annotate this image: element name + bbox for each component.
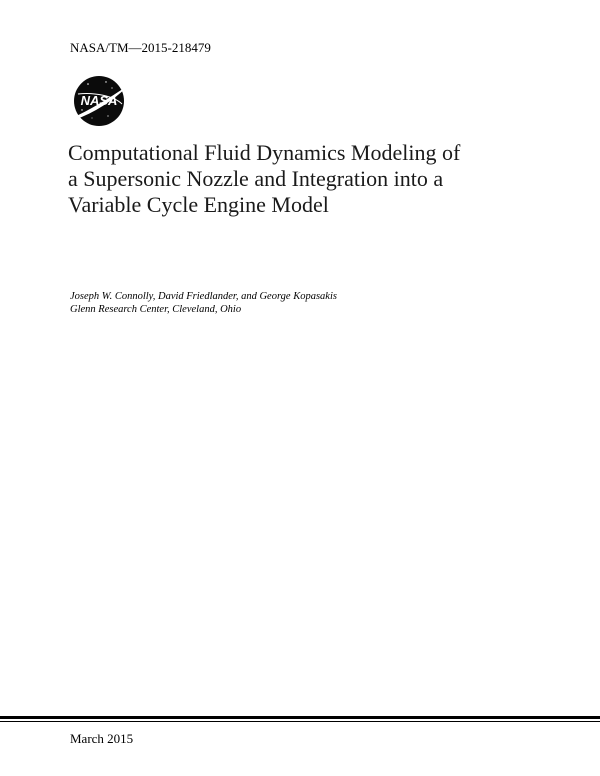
footer-rule-thin [0,721,600,722]
title-line: a Supersonic Nozzle and Integration into a [68,166,444,191]
nasa-logo-lettering: NASA [80,93,118,108]
author-block [70,290,337,316]
publication-date: March 2015 [70,731,134,746]
title-line: Computational Fluid Dynamics Modeling of [68,140,461,165]
author-names: Joseph W. Connolly, David Friedlander, and George Kopasakis [70,291,337,302]
document-title [68,140,538,218]
author-affiliation: Glenn Research Center, Cleveland, Ohio [70,304,242,315]
report-number: NASA/TM—2015-218479 [70,40,211,55]
footer-rule-thick [0,716,600,719]
nasa-logo [68,72,134,130]
title-line: Variable Cycle Engine Model [68,192,329,217]
